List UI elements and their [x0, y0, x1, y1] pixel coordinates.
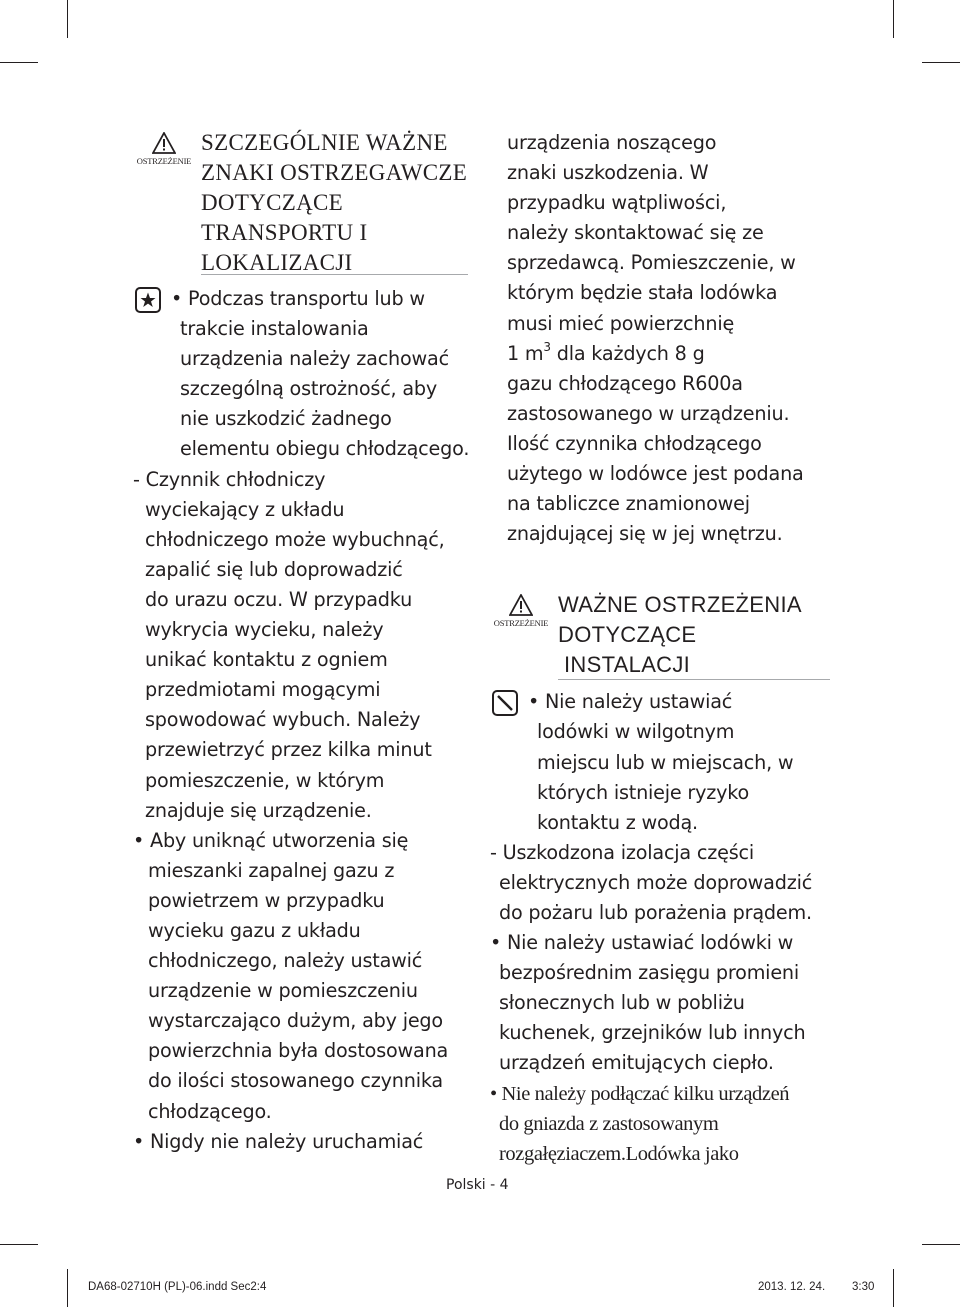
slug-time: 3:30	[852, 1281, 875, 1293]
text-line: powietrzem w przypadku	[148, 888, 385, 912]
text-line: chłodniczego, należy ustawić	[148, 949, 423, 973]
text-line: użytego w lodówce jest podana	[507, 462, 804, 486]
crop-mark	[67, 1269, 68, 1307]
caution-star-icon	[135, 287, 161, 313]
text-line: którym będzie stała lodówka	[507, 281, 778, 305]
text-line: kontaktu z wodą.	[537, 810, 698, 834]
text-line: trakcie instalowania	[180, 317, 369, 341]
text-line: Ilość czynnika chłodzącego	[507, 431, 762, 455]
body-text	[490, 128, 830, 549]
text-line: miejscu lub w miejscach, w	[537, 750, 794, 774]
crop-mark	[922, 62, 960, 63]
text-line: • Aby uniknąć utworzenia się	[133, 828, 409, 852]
text-line: słonecznych lub w pobliżu	[499, 991, 745, 1015]
text-line	[507, 339, 830, 369]
text-line: • Nie należy ustawiać lodówki w	[490, 931, 794, 955]
crop-mark	[922, 1244, 960, 1245]
title-line: LOKALIZACJI	[201, 250, 353, 275]
text-fragment: dla każdych 8 g	[550, 341, 705, 365]
title-line: DOTYCZĄCE	[558, 622, 697, 648]
text-fragment: 1 m	[507, 341, 544, 365]
text-line: pomieszczenie, w którym	[145, 768, 385, 792]
warning-caption: OSTRZEŻENIE	[136, 156, 192, 166]
text-line: szczególną ostrożność, aby	[180, 377, 438, 401]
crop-mark	[67, 0, 68, 38]
text-line: wycieku gazu z układu	[148, 918, 361, 942]
bullet-humidity	[490, 687, 830, 837]
text-line: przedmiotami mogącymi	[145, 678, 381, 702]
text-line: rozgałęziaczem.Lodówka jako	[499, 1142, 739, 1165]
crop-mark	[0, 62, 38, 63]
crop-mark	[893, 0, 894, 38]
title-line: ZNAKI OSTRZEGAWCZE	[201, 160, 468, 185]
text-line: elektrycznych może doprowadzić	[499, 870, 813, 894]
text-line: znajduje się urządzenie.	[145, 798, 372, 822]
text-line: - Czynnik chłodniczy	[133, 467, 326, 491]
text-line: przewietrzyć przez kilka minut	[145, 738, 432, 762]
crop-mark	[0, 1244, 38, 1245]
title-line: DOTYCZĄCE	[201, 190, 343, 215]
text-line: urządzenia noszącego	[507, 131, 717, 154]
text-line: wystarczająco dużym, aby jego	[148, 1009, 443, 1033]
text-line: wykrycia wycieku, należy	[145, 618, 384, 642]
text-line: których istnieje ryzyko	[537, 780, 750, 804]
text-line: • Nie należy podłączać kilku urządzeń	[490, 1082, 790, 1105]
prohibited-icon	[492, 690, 518, 716]
text-line: elementu obiegu chłodzącego.	[180, 437, 470, 461]
text-line: znajdującej się w jej wnętrzu.	[507, 522, 783, 546]
title-line: WAŻNE OSTRZEŻENIA	[558, 592, 802, 618]
warning-caption: OSTRZEŻENIE	[493, 618, 549, 629]
text-line: urządzenia należy zachować	[180, 347, 449, 371]
text-line: spowodować wybuch. Należy	[145, 708, 421, 732]
text-line: zastosowanego w urządzeniu.	[507, 401, 790, 425]
right-column	[490, 128, 830, 1169]
warning-icon	[133, 132, 195, 166]
text-line: mieszanki zapalnej gazu z	[148, 858, 395, 882]
text-line: należy skontaktować się ze	[507, 221, 764, 245]
text-line: • Nigdy nie należy uruchamiać	[133, 1129, 424, 1153]
text-line: znaki uszkodzenia. W	[507, 161, 709, 185]
text-line: bezpośrednim zasięgu promieni	[499, 961, 800, 985]
slug-filename: DA68-02710H (PL)-06.indd Sec2:4	[88, 1281, 267, 1293]
title-line: SZCZEGÓLNIE WAŻNE	[201, 130, 448, 155]
body-text-serif	[490, 1079, 830, 1169]
text-line: musi mieć powierzchnię	[507, 311, 735, 335]
text-line: do gniazda z zastosowanym	[499, 1112, 719, 1135]
text-line: • Nie należy ustawiać	[528, 690, 733, 714]
text-line: gazu chłodzącego R600a	[507, 371, 743, 395]
text-line: kuchenek, grzejników lub innych	[499, 1021, 806, 1045]
text-line: do ilości stosowanego czynnika	[148, 1069, 443, 1093]
text-line: nie uszkodzić żadnego	[180, 407, 392, 431]
text-line: zapalić się lub doprowadzić	[145, 557, 403, 581]
text-line: chłodniczego może wybuchnąć,	[145, 527, 445, 551]
text-line: sprzedawcą. Pomieszczenie, w	[507, 251, 796, 275]
text-line: - Uszkodzona izolacja części	[490, 840, 754, 864]
warning-header	[490, 590, 830, 679]
text-line: • Podczas transportu lub w	[171, 287, 425, 310]
warning-header	[133, 128, 468, 274]
text-line: powierzchnia była dostosowana	[148, 1039, 449, 1063]
text-line: chłodzącego.	[148, 1099, 272, 1123]
text-line: do pożaru lub porażenia prądem.	[499, 900, 812, 924]
text-line: unikać kontaktu z ogniem	[145, 648, 388, 672]
section-title	[201, 128, 467, 278]
section-title	[558, 590, 802, 680]
crop-mark	[893, 1269, 894, 1307]
text-line: urządzeń emitujących ciepło.	[499, 1051, 774, 1075]
warning-icon	[490, 594, 552, 628]
superscript: 3	[543, 339, 551, 354]
slug-date: 2013. 12. 24.	[758, 1281, 826, 1293]
text-line: wyciekający z układu	[145, 497, 345, 521]
page-number: Polski - 4	[446, 1177, 509, 1193]
text-line: przypadku wątpliwości,	[507, 191, 727, 215]
text-line: lodówki w wilgotnym	[537, 720, 735, 744]
left-column	[133, 128, 468, 1157]
body-text	[490, 838, 830, 1079]
body-text	[133, 465, 468, 1157]
text-line: do urazu oczu. W przypadku	[145, 587, 413, 611]
text-line: urządzenie w pomieszczeniu	[148, 979, 418, 1003]
text-line: na tabliczce znamionowej	[507, 492, 750, 516]
title-line: INSTALACJI	[564, 652, 691, 678]
bullet-transport	[133, 284, 468, 465]
title-line: TRANSPORTU I	[201, 220, 368, 245]
